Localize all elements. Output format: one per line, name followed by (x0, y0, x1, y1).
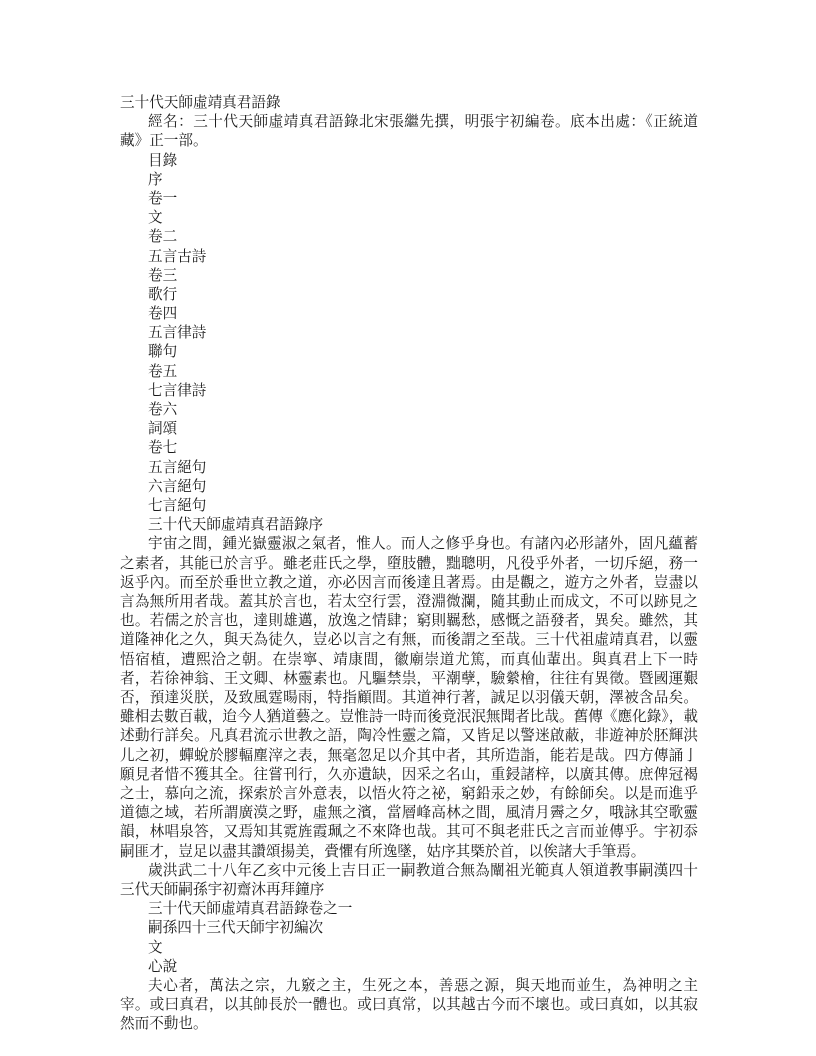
preface-title: 三十代天師虛靖真君語錄序 (148, 516, 324, 534)
toc-item: 卷三 (148, 266, 178, 284)
volume-title: 三十代天師虛靖真君語錄卷之一 (148, 900, 353, 918)
toc-item: 七言絕句 (148, 496, 207, 514)
essay-body: 夫心者，萬法之宗，九竅之主，生死之本，善惡之源，與天地而並生，為神明之主宰。或曰真君，以其帥長於一體也。或曰真常，以其越古今而不壞也。或曰真如，以其寂然而不動也。 (120, 976, 698, 1033)
toc-item: 卷一 (148, 189, 178, 207)
section-heading: 文 (148, 938, 163, 956)
compiler-line: 嗣孫四十三代天師宇初編次 (148, 919, 324, 937)
essay-title: 心說 (148, 957, 178, 975)
toc-item: 卷四 (148, 305, 178, 323)
preface-body: 宇宙之間，鍾光嶽靈淑之氣者，惟人。而人之修乎身也。有諸內必形諸外，固凡蘊蓄之素者，其能已於言乎。雖老莊氏之學，墮肢體，黜聰明，凡役乎外者，一切斥絕，務一返乎內。而至於垂世立教之道，亦必因言而後達且著焉。由是觀之，遊方之外者，豈盡以言為無所用者哉。蓋其於言也，若太空行雲，澄淵微瀾，隨其動止而成文，不可以跡見之也。若儒之於言也，達則雄邁，放逸之情肆；窮則羈愁，感慨之語發者，異矣。雖然，其道隆神化之久，與天為徒久，豈必以言之有無，而後謂之至哉。三十代祖虛靖真君，以靈悟宿植，遭熙洽之朝。在崇寧、靖康間，徽廟崇道尤篤，而真仙輩出。與真君上下一時者，若徐神翁、王文卿、林靈素也。凡驅禁祟，平潮孽，驗縈檜，往往有異徵。暨國運艱否，預達災朕，及致風霆暘雨，特指顧間。其道神行著，誠足以羽儀天朝，澤被含品矣。雖相去數百載，迨今人猶道藝之。豈惟詩一時而後竟泯泯無聞者比哉。舊傳《應化錄》，載述動行詳矣。凡真君流示世教之語，陶冷性靈之篇，又皆足以警迷啟蔽，非遊神於胚輝洪儿之初，蟬蛻於膠輻塵滓之表，無毫忽足以介其中者，其所造詣，能若是哉。四方傳誦亅願見者惜不獲其全。往嘗刊行，久亦遺缺，因采之名山，重鋟諸梓，以廣其傳。庶俾冠褐之士，慕向之流，探索於言外意表，以悟火符之祕，窮鉛汞之妙，有餘師矣。以是而進乎道德之域，若所謂廣漠之野，虛無之濱，當層峰高林之間，風清月霽之夕，哦詠其空歌靈韻，林唱泉答，又焉知其霓旌霞珮之不來降也哉。其可不與老莊氏之言而並傳乎。宇初忝嗣匪才，豈足以盡其讚頌揚美，賫懼有所逸墜，姑序其槩於首，以俟諸大手筆焉。 (120, 535, 698, 860)
toc-item: 文 (148, 209, 163, 227)
table-of-contents (120, 151, 698, 516)
document-title: 三十代天師虛靖真君語錄 (120, 94, 281, 111)
toc-item: 詞頌 (148, 420, 178, 438)
toc-item: 卷六 (148, 401, 178, 419)
preface-date: 歲洪武二十八年乙亥中元後上吉日正一嗣教道合無為闡祖光範真人領道教事嗣漢四十三代天師嗣孫宇初齋沐再拜鐘序 (120, 861, 698, 898)
toc-item: 七言律詩 (148, 381, 207, 399)
document-page (120, 93, 698, 1034)
toc-item: 五言古詩 (148, 247, 207, 265)
toc-item: 五言律詩 (148, 324, 207, 342)
toc-item: 聯句 (148, 343, 178, 361)
toc-item: 六言絕句 (148, 477, 207, 495)
toc-item: 目錄 (148, 151, 178, 169)
source-note: 經名：三十代天師虛靖真君語錄北宋張繼先撰，明張宇初編卷。底本出處：《正統道藏》正一部。 (120, 113, 698, 150)
toc-item: 序 (148, 170, 163, 188)
toc-item: 卷二 (148, 228, 178, 246)
toc-item: 卷七 (148, 439, 178, 457)
toc-item: 五言絕句 (148, 458, 207, 476)
toc-item: 卷五 (148, 362, 178, 380)
toc-item: 歌行 (148, 285, 178, 303)
